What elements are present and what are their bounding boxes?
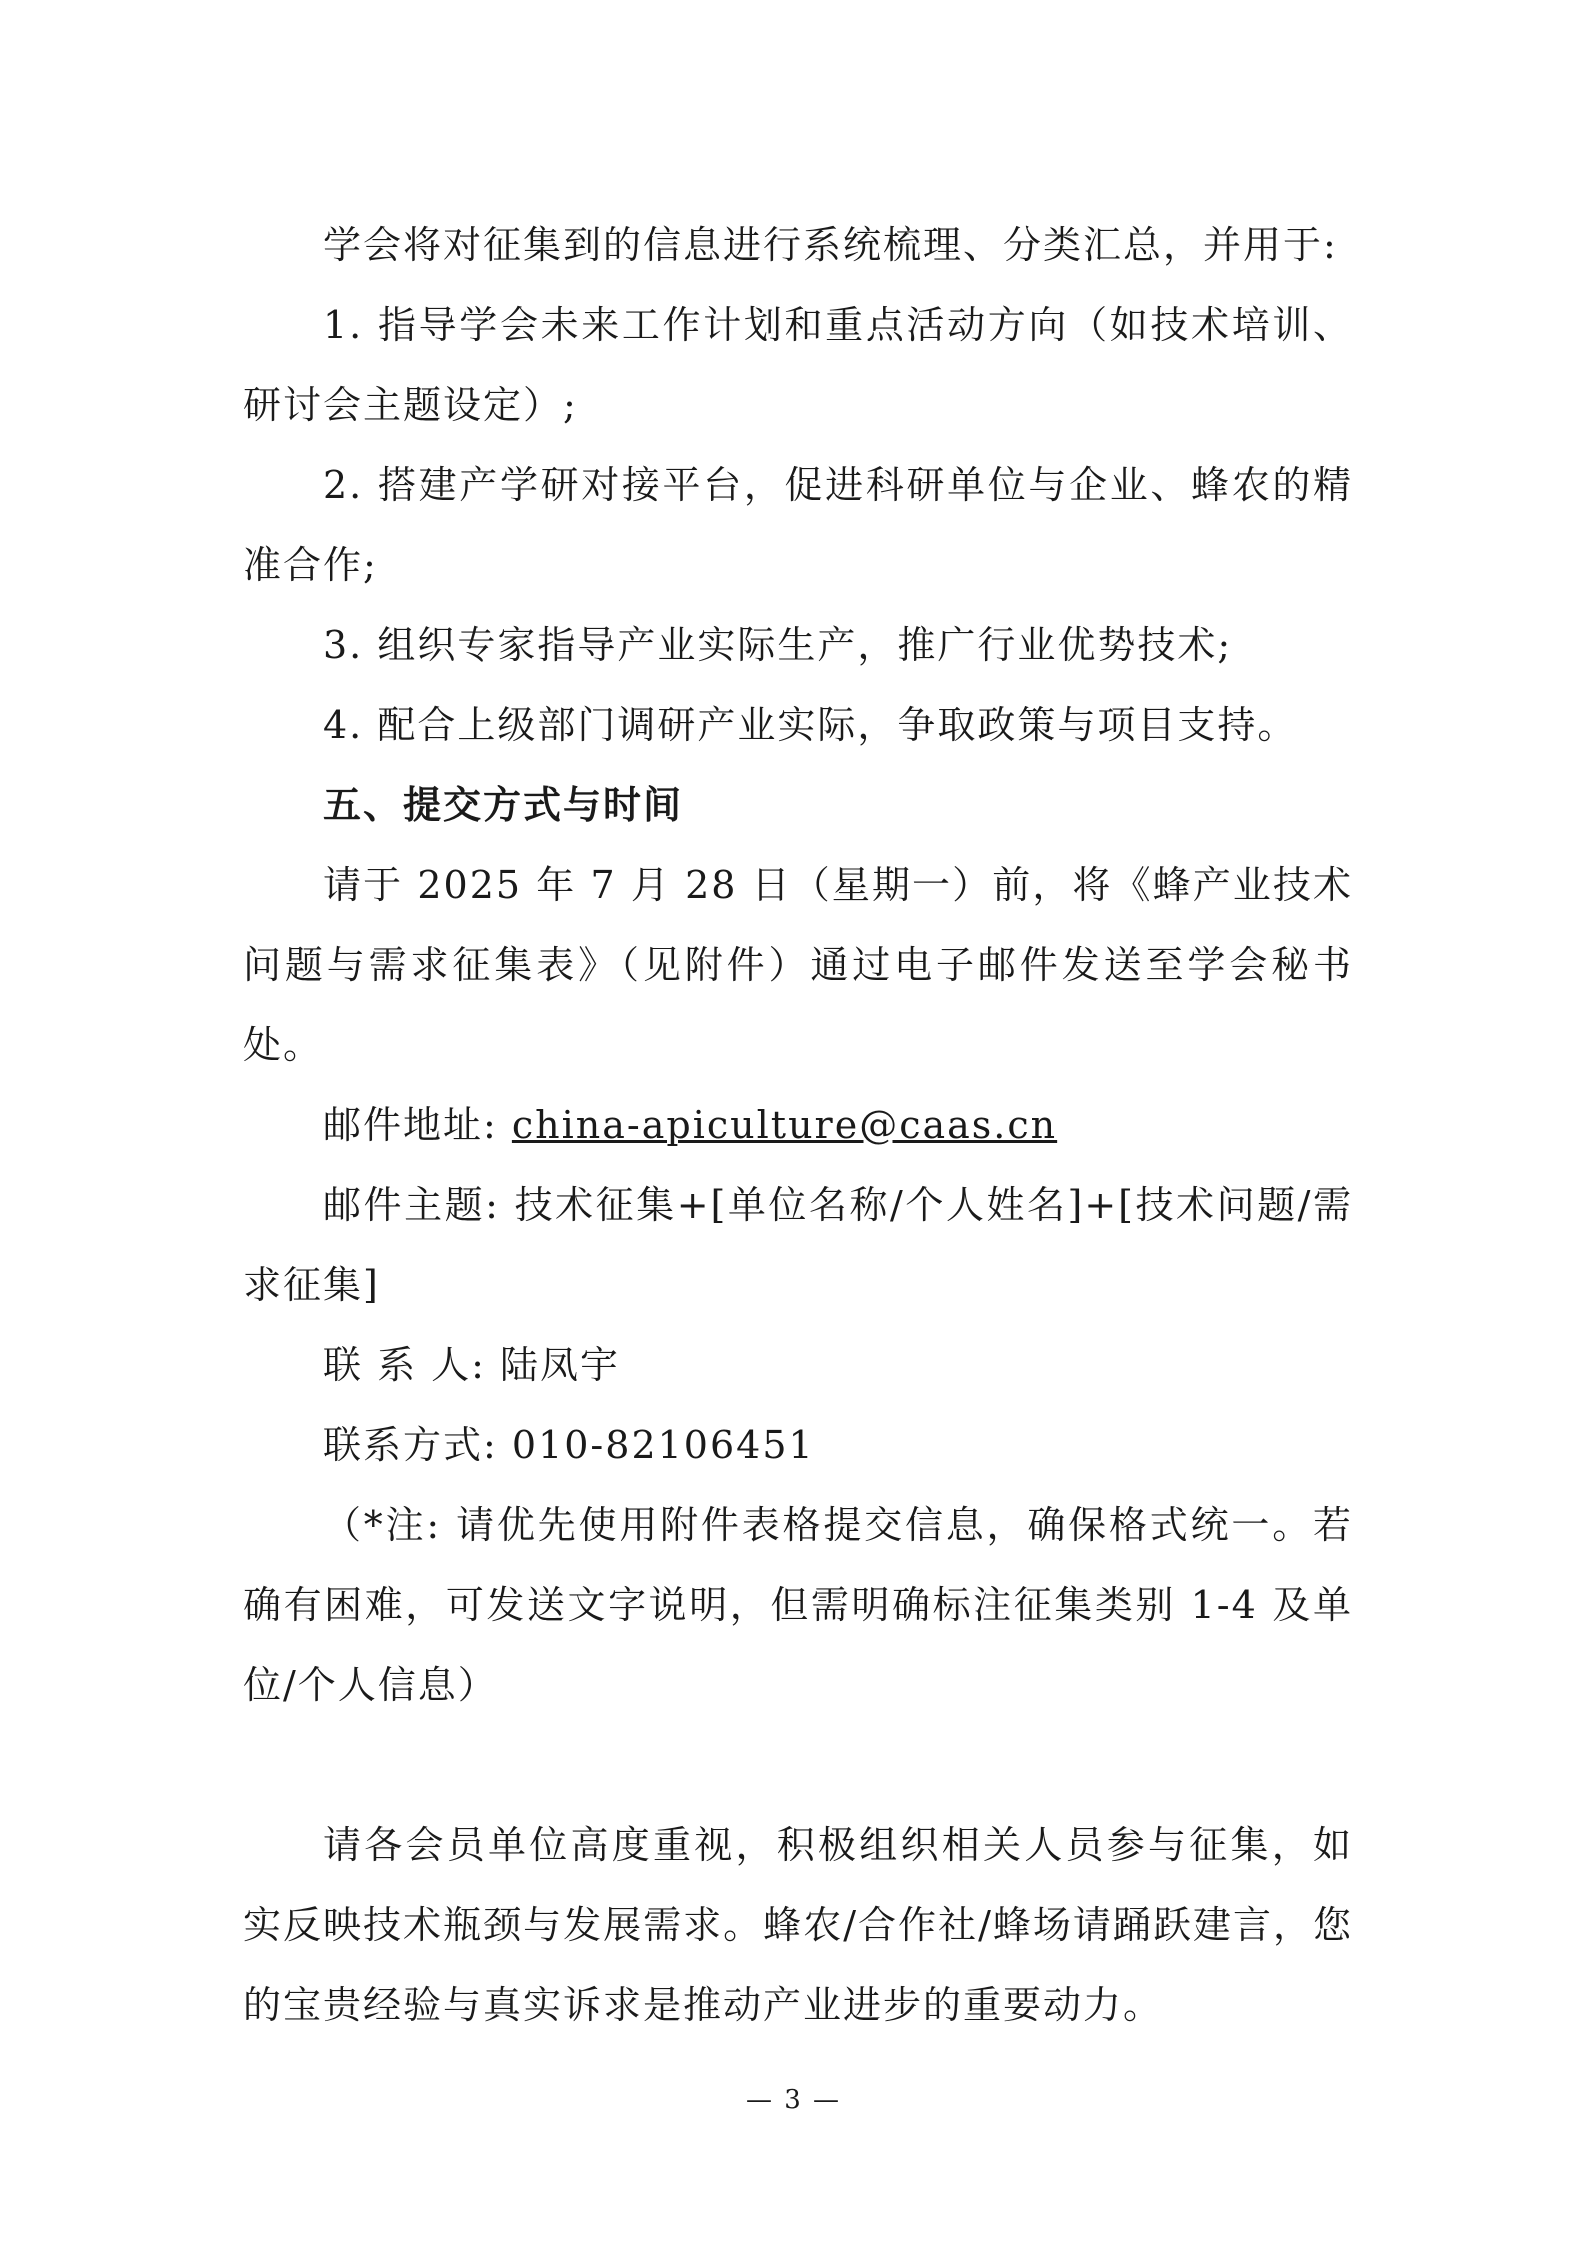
- list-item-3: 3. 组织专家指导产业实际生产，推广行业优势技术;: [323, 623, 1233, 667]
- phone-value: 010-82106451: [511, 1423, 815, 1467]
- list-item-2: 2. 搭建产学研对接平台，促进科研单位与企业、蜂农的精准合作;: [243, 463, 1353, 587]
- subject-label: 邮件主题:: [323, 1183, 515, 1227]
- section-heading-submission: 五、提交方式与时间: [323, 783, 684, 827]
- closing-paragraph: 请各会员单位高度重视，积极组织相关人员参与征集，如实反映技术瓶颈与发展需求。蜂农/合作社/蜂场请踊跃建言，您的宝贵经验与真实诉求是推动产业进步的重要动力。: [243, 1823, 1353, 2027]
- contact-phone-line: [243, 1405, 1353, 1485]
- contact-person-line: [243, 1325, 1353, 1405]
- page-number: — 3 —: [745, 2085, 842, 2115]
- email-link[interactable]: china-apiculture@caas.cn: [511, 1103, 1058, 1147]
- note-paragraph: （*注: 请优先使用附件表格提交信息，确保格式统一。若确有困难，可发送文字说明，但需明确标注征集类别 1-4 及单位/个人信息）: [243, 1503, 1353, 1707]
- intro-paragraph: 学会将对征集到的信息进行系统梳理、分类汇总，并用于:: [323, 223, 1338, 267]
- subject-value: 技术征集+[单位名称/个人姓名]+[技术问题/需求征集]: [243, 1183, 1354, 1307]
- submission-instructions: 请于 2025 年 7 月 28 日（星期一）前，将《蜂产业技术问题与需求征集表》（见附件）通过电子邮件发送至学会秘书处。: [243, 863, 1353, 1067]
- contact-label: 联 系 人:: [323, 1343, 501, 1387]
- list-item-1: 1. 指导学会未来工作计划和重点活动方向（如技术培训、研讨会主题设定）;: [243, 303, 1353, 427]
- email-subject-line: [243, 1165, 1353, 1325]
- phone-label: 联系方式:: [323, 1423, 512, 1467]
- paragraph-spacer: [243, 1725, 1353, 1805]
- contact-value: 陆凤宇: [500, 1343, 621, 1387]
- email-label: 邮件地址:: [323, 1103, 512, 1147]
- email-address-line: [243, 1085, 1353, 1165]
- document-body: [243, 205, 1353, 2045]
- list-item-4: 4. 配合上级部门调研产业实际，争取政策与项目支持。: [323, 703, 1298, 747]
